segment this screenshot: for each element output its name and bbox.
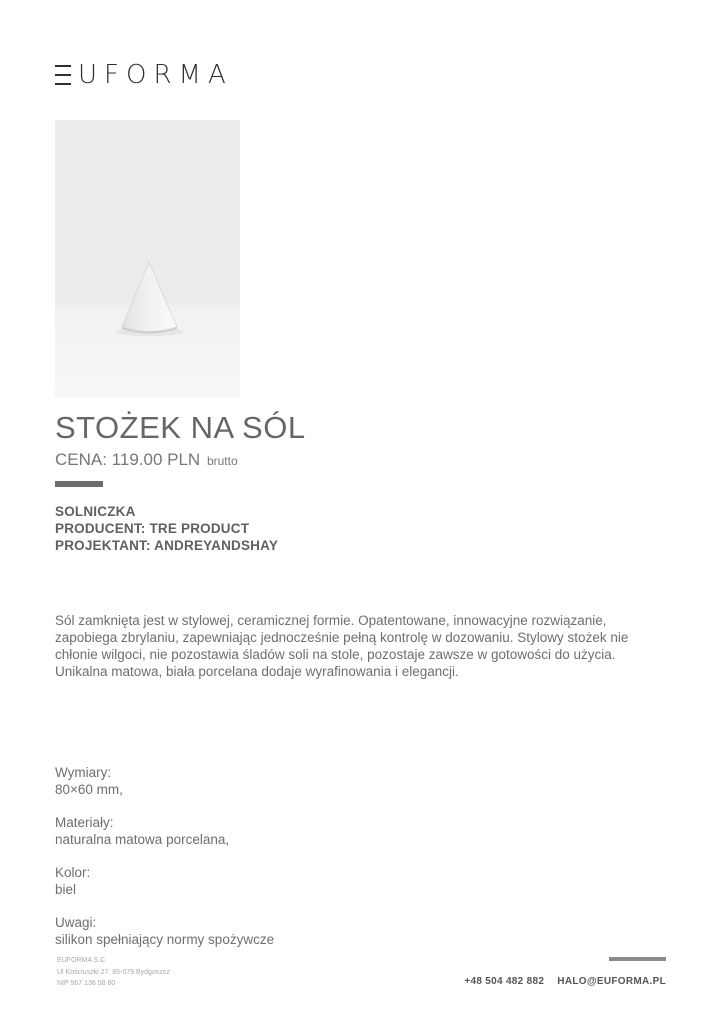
footer-company: EUFORMA S.C [57, 957, 106, 964]
salt-cone-image [55, 120, 240, 397]
accent-divider [55, 481, 103, 487]
product-meta [55, 503, 278, 554]
product-specs [55, 764, 455, 955]
product-designer: PROJEKTANT: ANDREYANDSHAY [55, 538, 279, 553]
spec-materials [55, 814, 455, 848]
footer-contact [464, 976, 666, 987]
product-description: Sól zamknięta jest w stylowej, ceramicznej formie. Opatentowane, innowacyjne rozwiązanie, zapobiega zbrylaniu, zapewniając jednocześnie pełną kontrolę w dozowaniu. Stylowy stożek nie chłonie wilgoci, nie pozostawia śladów soli na stole, pozostaje zawsze w gotowości do użycia. Unikalna matowa, biała porcelana dodaje wyrafinowania i elegancji. [55, 613, 629, 679]
spec-label: Materiały: [55, 815, 114, 830]
footer-address: Ul Kościuszki 27, 85-079 Bydgoszcz [57, 968, 170, 976]
product-category: SOLNICZKA [55, 504, 136, 519]
price-suffix: brutto [206, 454, 238, 468]
footer-divider [609, 957, 666, 961]
footer-email[interactable]: HALO@EUFORMA.PL [557, 976, 666, 987]
spec-notes [55, 914, 455, 947]
spec-color [55, 864, 455, 898]
price-value: CENA: 119.00 PLN [55, 450, 201, 469]
footer-company-info [57, 955, 170, 990]
product-photo [55, 120, 240, 397]
spec-dimensions [55, 764, 455, 798]
footer-phone[interactable]: +48 504 482 882 [464, 976, 545, 987]
product-title: STOŻEK NA SÓL [55, 410, 306, 445]
spec-label: Wymiary: [55, 765, 112, 780]
spec-value: naturalna matowa porcelana, [55, 832, 230, 847]
spec-value: biel [55, 882, 77, 897]
spec-value: 80×60 mm, [55, 782, 123, 797]
brand-logo[interactable] [55, 58, 233, 92]
logo-e-glyph [55, 64, 71, 86]
footer-nip: NIP 967 136 58 80 [57, 980, 116, 987]
spec-label: Kolor: [55, 865, 91, 880]
logo-text: UFORMA [78, 60, 233, 90]
spec-value: silikon spełniający normy spożywcze [55, 932, 275, 947]
product-price [55, 450, 238, 470]
product-producer: PRODUCENT: TRE PRODUCT [55, 521, 250, 536]
spec-label: Uwagi: [55, 915, 97, 930]
